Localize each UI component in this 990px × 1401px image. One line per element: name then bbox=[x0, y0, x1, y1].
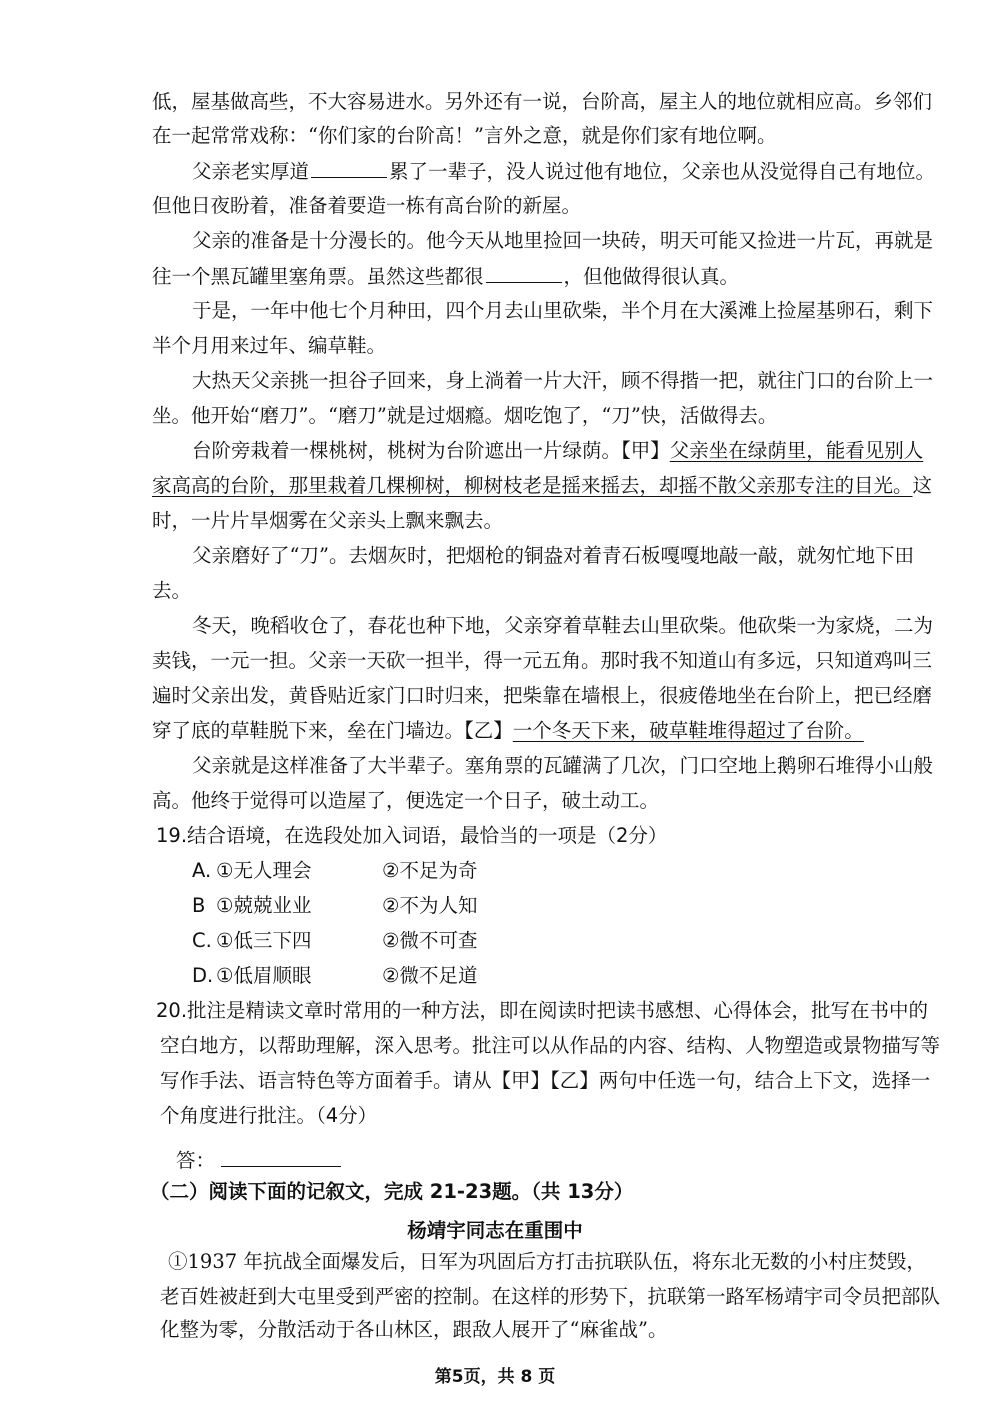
passage-line: 于是，一年中他七个月种田，四个月去山里砍柴，半个月在大溪滩上捡屋基卵石，剩下 bbox=[192, 299, 934, 322]
sentence-yi: 一个冬天下来，破草鞋堆得超过了台阶。 bbox=[512, 719, 864, 742]
question-19-stem: 19.结合语境，在选段处加入词语，最恰当的一项是（2分） bbox=[156, 824, 668, 847]
sentence-jia: 父亲坐在绿荫里，能看见别人 bbox=[669, 439, 924, 462]
passage-line: 父亲就是这样准备了大半辈子。塞角票的瓦罐满了几次，门口空地上鹅卵石堆得小山般 bbox=[192, 754, 934, 777]
option-b-letter: B bbox=[192, 894, 206, 917]
passage-line: 时，一片片旱烟雾在父亲头上飘来飘去。 bbox=[152, 509, 504, 532]
sentence-jia: 家高高的台阶，那里栽着几棵柳树，柳树枝老是摇来摇去，却摇不散父亲那专注的目光。 bbox=[152, 474, 913, 497]
passage-line: 父亲的准备是十分漫长的。他今天从地里捡回一块砖，明天可能又捡进一片瓦，再就是 bbox=[192, 229, 934, 252]
option-c-letter: C. bbox=[192, 929, 212, 952]
passage-line: 化整为零，分散活动于各山林区，跟敌人展开了“麻雀战”。 bbox=[160, 1318, 668, 1341]
question-20-line: 空白地方，以帮助理解，深入思考。批注可以从作品的内容、结构、人物塑造或景物描写等 bbox=[160, 1034, 941, 1057]
passage-line: 去。 bbox=[152, 579, 192, 602]
passage-line: ①1937 年抗战全面爆发后，日军为巩固后方打击抗联队伍，将东北无数的小村庄焚毁， bbox=[168, 1250, 926, 1273]
passage-line: 但他日夜盼着，准备着要造一栋有高台阶的新屋。 bbox=[152, 194, 582, 217]
passage-line: 低，屋基做高些，不大容易进水。另外还有一说，台阶高，屋主人的地位就相应高。乡邻们 bbox=[152, 90, 933, 113]
passage-line: 台阶旁栽着一棵桃树，桃树为台阶遮出一片绿荫。【甲】父亲坐在绿荫里，能看见别人 bbox=[192, 439, 924, 462]
answer-blank bbox=[221, 1148, 341, 1167]
passage-line: 老百姓被赶到大屯里受到严密的控制。在这样的形势下，抗联第一路军杨靖宇司令员把部队 bbox=[160, 1285, 941, 1308]
passage-line: 卖钱，一元一担。父亲一天砍一担半，得一元五角。那时我不知道山有多远，只知道鸡叫三 bbox=[152, 649, 933, 672]
passage-line: 半个月用来过年、编草鞋。 bbox=[152, 334, 387, 357]
fill-blank-2 bbox=[486, 264, 562, 283]
option-d-letter: D. bbox=[192, 964, 214, 987]
question-20-line: 20.批注是精读文章时常用的一种方法，即在阅读时把读书感想、心得体会，批写在书中的 bbox=[156, 999, 929, 1022]
option-c-word2: ②微不可查 bbox=[382, 929, 478, 952]
passage-line: 往一个黑瓦罐里塞角票。虽然这些都很 ，但他做得很认真。 bbox=[152, 265, 740, 288]
passage-line: 大热天父亲挑一担谷子回来，身上淌着一片大汗，顾不得揩一把，就往门口的台阶上一 bbox=[192, 369, 934, 392]
page-footer: 第5页，共 8 页 bbox=[434, 1367, 556, 1387]
option-a-word2: ②不足为奇 bbox=[382, 859, 478, 882]
passage-line: 父亲磨好了“刀”。去烟灰时，把烟枪的铜盎对着青石板嘎嘎地敲一敲，就匆忙地下田 bbox=[192, 544, 914, 567]
section-heading: （二）阅读下面的记叙文，完成 21-23题。（共 13分） bbox=[150, 1180, 634, 1203]
fill-blank-1 bbox=[311, 159, 387, 178]
option-b-word2: ②不为人知 bbox=[382, 894, 478, 917]
article-title: 杨靖宇同志在重围中 bbox=[407, 1219, 583, 1242]
passage-line: 在一起常常戏称：“你们家的台阶高！”言外之意，就是你们家有地位啊。 bbox=[152, 124, 777, 147]
option-b-word1: ①兢兢业业 bbox=[216, 894, 312, 917]
option-a-word1: ①无人理会 bbox=[216, 859, 312, 882]
option-a-letter: A. bbox=[192, 859, 212, 882]
passage-line: 高。他终于觉得可以造屋了，便选定一个日子，破土动工。 bbox=[152, 789, 660, 812]
option-d-word2: ②微不足道 bbox=[382, 964, 478, 987]
answer-line: 答： bbox=[176, 1148, 341, 1173]
option-c-word1: ①低三下四 bbox=[216, 929, 312, 952]
option-d-word1: ①低眉顺眼 bbox=[216, 964, 312, 987]
passage-line: 父亲老实厚道 累了一辈子，没人说过他有地位，父亲也从没觉得自己有地位。 bbox=[192, 160, 936, 183]
passage-line: 遍时父亲出发，黄昏贴近家门口时归来，把柴靠在墙根上，很疲倦地坐在台阶上，把已经磨 bbox=[152, 684, 933, 707]
passage-line: 家高高的台阶，那里栽着几棵柳树，柳树枝老是摇来摇去，却摇不散父亲那专注的目光。这 bbox=[152, 474, 933, 497]
passage-line: 穿了底的草鞋脱下来，垒在门墙边。【乙】一个冬天下来，破草鞋堆得超过了台阶。 bbox=[152, 719, 864, 742]
passage-line: 坐。他开始“磨刀”。“磨刀”就是过烟瘾。烟吃饱了，“刀”快，活做得去。 bbox=[152, 404, 778, 427]
question-20-line: 写作手法、语言特色等方面着手。请从【甲】【乙】两句中任选一句，结合上下文，选择一 bbox=[160, 1069, 931, 1092]
passage-line: 冬天，晚稻收仓了，春花也种下地，父亲穿着草鞋去山里砍柴。他砍柴一为家烧，二为 bbox=[192, 614, 934, 637]
question-20-line: 个角度进行批注。（4分） bbox=[160, 1104, 378, 1127]
